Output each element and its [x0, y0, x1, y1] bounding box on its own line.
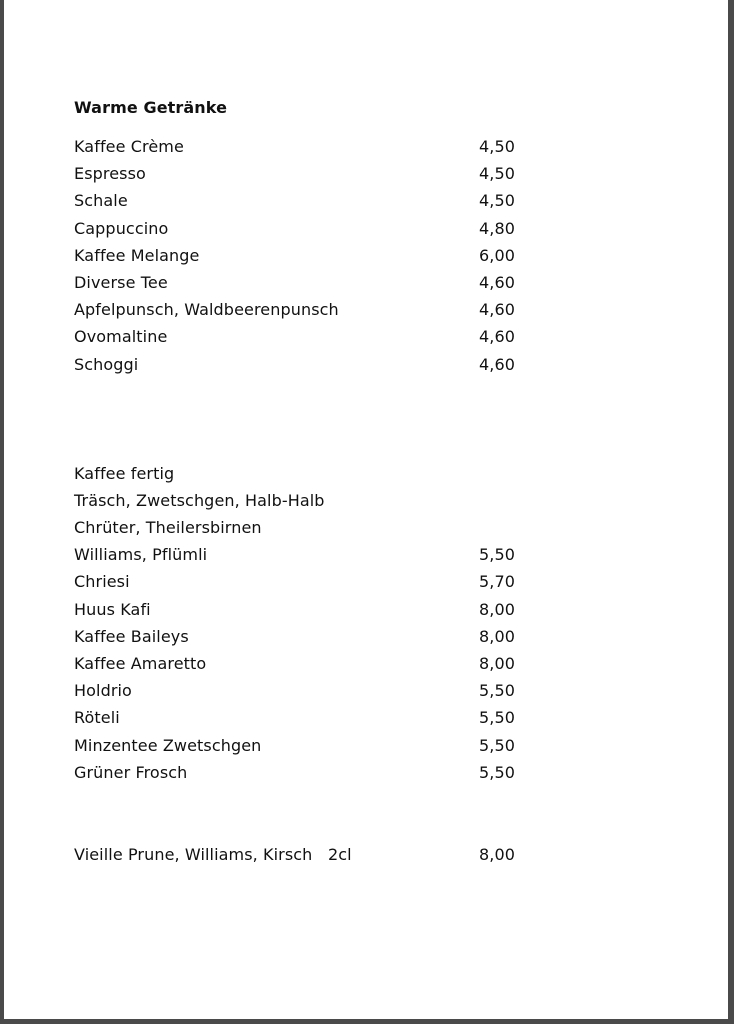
- item-price: 4,50: [479, 164, 516, 184]
- menu-item: [74, 623, 534, 650]
- item-name: Diverse Tee: [74, 272, 168, 292]
- item-name: Kaffee Melange: [74, 245, 200, 265]
- item-name: Schoggi: [74, 354, 139, 374]
- menu-item: [74, 677, 534, 704]
- menu-item: [74, 269, 534, 296]
- item-price: 4,60: [479, 354, 516, 374]
- item-name: Apfelpunsch, Waldbeerenpunsch: [74, 300, 339, 320]
- menu-item: [74, 242, 534, 269]
- item-name: Espresso: [74, 164, 146, 184]
- item-price: 8,00: [479, 599, 516, 619]
- item-name: Holdrio: [74, 681, 132, 701]
- item-name: Grüner Frosch: [74, 762, 188, 782]
- item-name: Chriesi: [74, 572, 130, 592]
- item-price: 4,60: [479, 272, 516, 292]
- section-coffee-specials: [74, 460, 534, 786]
- menu-item: [74, 296, 534, 323]
- item-name: Träsch, Zwetschgen, Halb-Halb: [74, 490, 325, 510]
- menu-item: [74, 704, 534, 731]
- item-price: 4,60: [479, 327, 516, 347]
- menu-item: [74, 460, 534, 487]
- item-name: Williams, Pflümli: [74, 545, 208, 565]
- item-name: Kaffee fertig: [74, 463, 175, 483]
- menu-content: [74, 94, 534, 868]
- menu-item: [74, 187, 534, 214]
- item-name: Röteli: [74, 708, 120, 728]
- menu-item: [74, 732, 534, 759]
- item-price: 8,00: [479, 654, 516, 673]
- item-name: Huus Kafi: [74, 599, 151, 619]
- item-price: 4,80: [479, 218, 516, 238]
- item-name: Minzentee Zwetschgen: [74, 735, 262, 755]
- menu-item: [74, 487, 534, 514]
- item-name: Schale: [74, 191, 128, 211]
- item-price: 5,50: [479, 762, 516, 782]
- item-price: 4,50: [479, 191, 516, 211]
- menu-item: [74, 323, 534, 350]
- item-price: 5,50: [479, 681, 516, 701]
- menu-item: [74, 351, 534, 378]
- item-price: 8,00: [479, 626, 516, 646]
- menu-item: [74, 133, 534, 160]
- section-warm-drinks: [74, 133, 534, 378]
- item-name: Cappuccino: [74, 218, 169, 238]
- item-name: Kaffee Crème: [74, 137, 184, 156]
- menu-item: [74, 568, 534, 595]
- section-spirits: [74, 841, 534, 868]
- menu-page: [4, 0, 728, 1019]
- item-name: Chrüter, Theilersbirnen: [74, 518, 262, 538]
- item-price: 4,50: [479, 137, 516, 156]
- menu-item: [74, 650, 534, 677]
- item-price: 4,60: [479, 300, 516, 320]
- menu-item: [74, 759, 534, 786]
- item-price: 5,50: [479, 545, 516, 565]
- menu-item: [74, 841, 534, 868]
- item-price: 5,70: [479, 572, 516, 592]
- menu-item: [74, 514, 534, 541]
- menu-item: [74, 596, 534, 623]
- menu-item: [74, 215, 534, 242]
- item-price: 5,50: [479, 735, 516, 755]
- item-price: 6,00: [479, 245, 516, 265]
- item-name: Vieille Prune, Williams, Kirsch 2cl: [74, 844, 352, 864]
- menu-item: [74, 160, 534, 187]
- item-price: 5,50: [479, 708, 516, 728]
- item-price: 8,00: [479, 844, 516, 864]
- item-name: Kaffee Amaretto: [74, 654, 207, 673]
- menu-heading: Warme Getränke: [74, 98, 228, 117]
- menu-item: [74, 541, 534, 568]
- item-name: Kaffee Baileys: [74, 626, 189, 646]
- item-name: Ovomaltine: [74, 327, 168, 347]
